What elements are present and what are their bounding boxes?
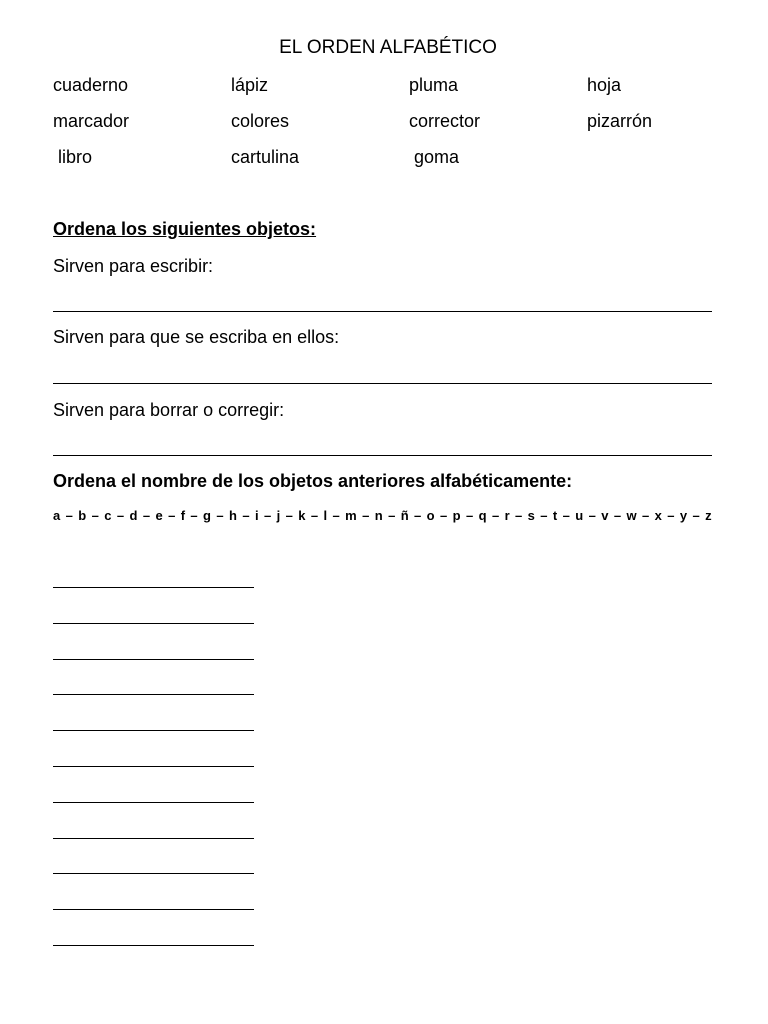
alphabet-letter: t: [552, 508, 558, 523]
section-heading-alphabetize: Ordena el nombre de los objetos anteriores alfabéticamente:: [53, 471, 573, 491]
alphabet-dash: –: [491, 508, 500, 523]
answer-line-write[interactable]: [53, 311, 712, 312]
alphabet-dash: –: [414, 508, 422, 523]
alphabet-letter: k: [298, 508, 306, 523]
answer-line[interactable]: [53, 945, 254, 946]
alphabet-dash: –: [562, 508, 570, 523]
alphabet-letter: b: [78, 508, 87, 523]
alphabet-letter: s: [527, 508, 535, 523]
alphabet-dash: –: [310, 508, 319, 523]
alphabet-reference: [53, 508, 712, 523]
alphabet-letter: l: [323, 508, 328, 523]
alphabet-dash: –: [116, 508, 125, 523]
alphabet-letter: g: [203, 508, 211, 523]
alphabet-dash: –: [242, 508, 250, 523]
alphabet-dash: –: [388, 508, 396, 523]
word-item: libro: [58, 147, 93, 167]
word-item: goma: [414, 147, 460, 167]
alphabet-letter: v: [601, 508, 609, 523]
alphabet-letter: x: [654, 508, 662, 523]
word-item: cuaderno: [53, 75, 129, 95]
word-item: hoja: [587, 75, 622, 95]
alphabet-dash: –: [613, 508, 622, 523]
alphabet-dash: –: [91, 508, 99, 523]
alphabet-dash: –: [285, 508, 293, 523]
prompt-write: Sirven para escribir:: [53, 256, 214, 276]
alphabet-dash: –: [465, 508, 474, 523]
word-item: pluma: [409, 75, 459, 95]
answer-line[interactable]: [53, 694, 254, 695]
section-heading-classify: Ordena los siguientes objetos:: [53, 219, 317, 239]
answer-line[interactable]: [53, 766, 254, 767]
alphabet-letter: j: [276, 508, 281, 523]
alphabet-dash: –: [65, 508, 73, 523]
prompt-erase: Sirven para borrar o corregir:: [53, 400, 285, 420]
answer-line[interactable]: [53, 909, 254, 910]
alphabet-letter: n: [374, 508, 383, 523]
prompt-written-on: Sirven para que se escriba en ellos:: [53, 327, 340, 347]
alphabet-dash: –: [642, 508, 650, 523]
answer-line-erase[interactable]: [53, 455, 712, 456]
alphabet-letter: q: [478, 508, 487, 523]
word-item: cartulina: [231, 147, 300, 167]
answer-line[interactable]: [53, 873, 254, 874]
word-item: colores: [231, 111, 290, 131]
alphabet-letter: m: [345, 508, 357, 523]
answer-line-written-on[interactable]: [53, 383, 712, 384]
alphabet-dash: –: [168, 508, 176, 523]
alphabet-dash: –: [440, 508, 448, 523]
alphabet-dash: –: [216, 508, 224, 523]
alphabet-dash: –: [332, 508, 340, 523]
word-item: pizarrón: [587, 111, 653, 131]
answer-line[interactable]: [53, 587, 254, 588]
alphabet-letter: r: [504, 508, 510, 523]
answer-line[interactable]: [53, 623, 254, 624]
alphabet-letter: e: [155, 508, 163, 523]
alphabet-letter: a: [53, 508, 61, 523]
alphabet-letter: c: [104, 508, 112, 523]
alphabet-letter: w: [626, 508, 637, 523]
alphabet-letter: z: [705, 508, 712, 523]
alphabet-dash: –: [667, 508, 675, 523]
word-item: corrector: [409, 111, 481, 131]
alphabet-letter: ñ: [400, 508, 409, 523]
alphabet-dash: –: [692, 508, 700, 523]
alphabet-letter: u: [575, 508, 584, 523]
word-item: lápiz: [231, 75, 269, 95]
alphabet-dash: –: [588, 508, 596, 523]
alphabet-letter: i: [254, 508, 259, 523]
alphabet-letter: o: [426, 508, 435, 523]
alphabet-letter: d: [129, 508, 138, 523]
answer-line[interactable]: [53, 802, 254, 803]
answer-line[interactable]: [53, 659, 254, 660]
word-item: marcador: [53, 111, 130, 131]
answer-line[interactable]: [53, 838, 254, 839]
page-title: EL ORDEN ALFABÉTICO: [279, 37, 497, 58]
alphabet-dash: –: [362, 508, 370, 523]
alphabet-dash: –: [515, 508, 523, 523]
alphabet-dash: –: [540, 508, 548, 523]
alphabet-letter: h: [229, 508, 237, 523]
answer-line[interactable]: [53, 730, 254, 731]
alphabet-dash: –: [190, 508, 198, 523]
alphabet-letter: f: [180, 508, 186, 523]
alphabet-dash: –: [264, 508, 272, 523]
alphabet-letter: y: [679, 508, 688, 523]
alphabet-dash: –: [142, 508, 151, 523]
alphabet-letter: p: [452, 508, 461, 523]
